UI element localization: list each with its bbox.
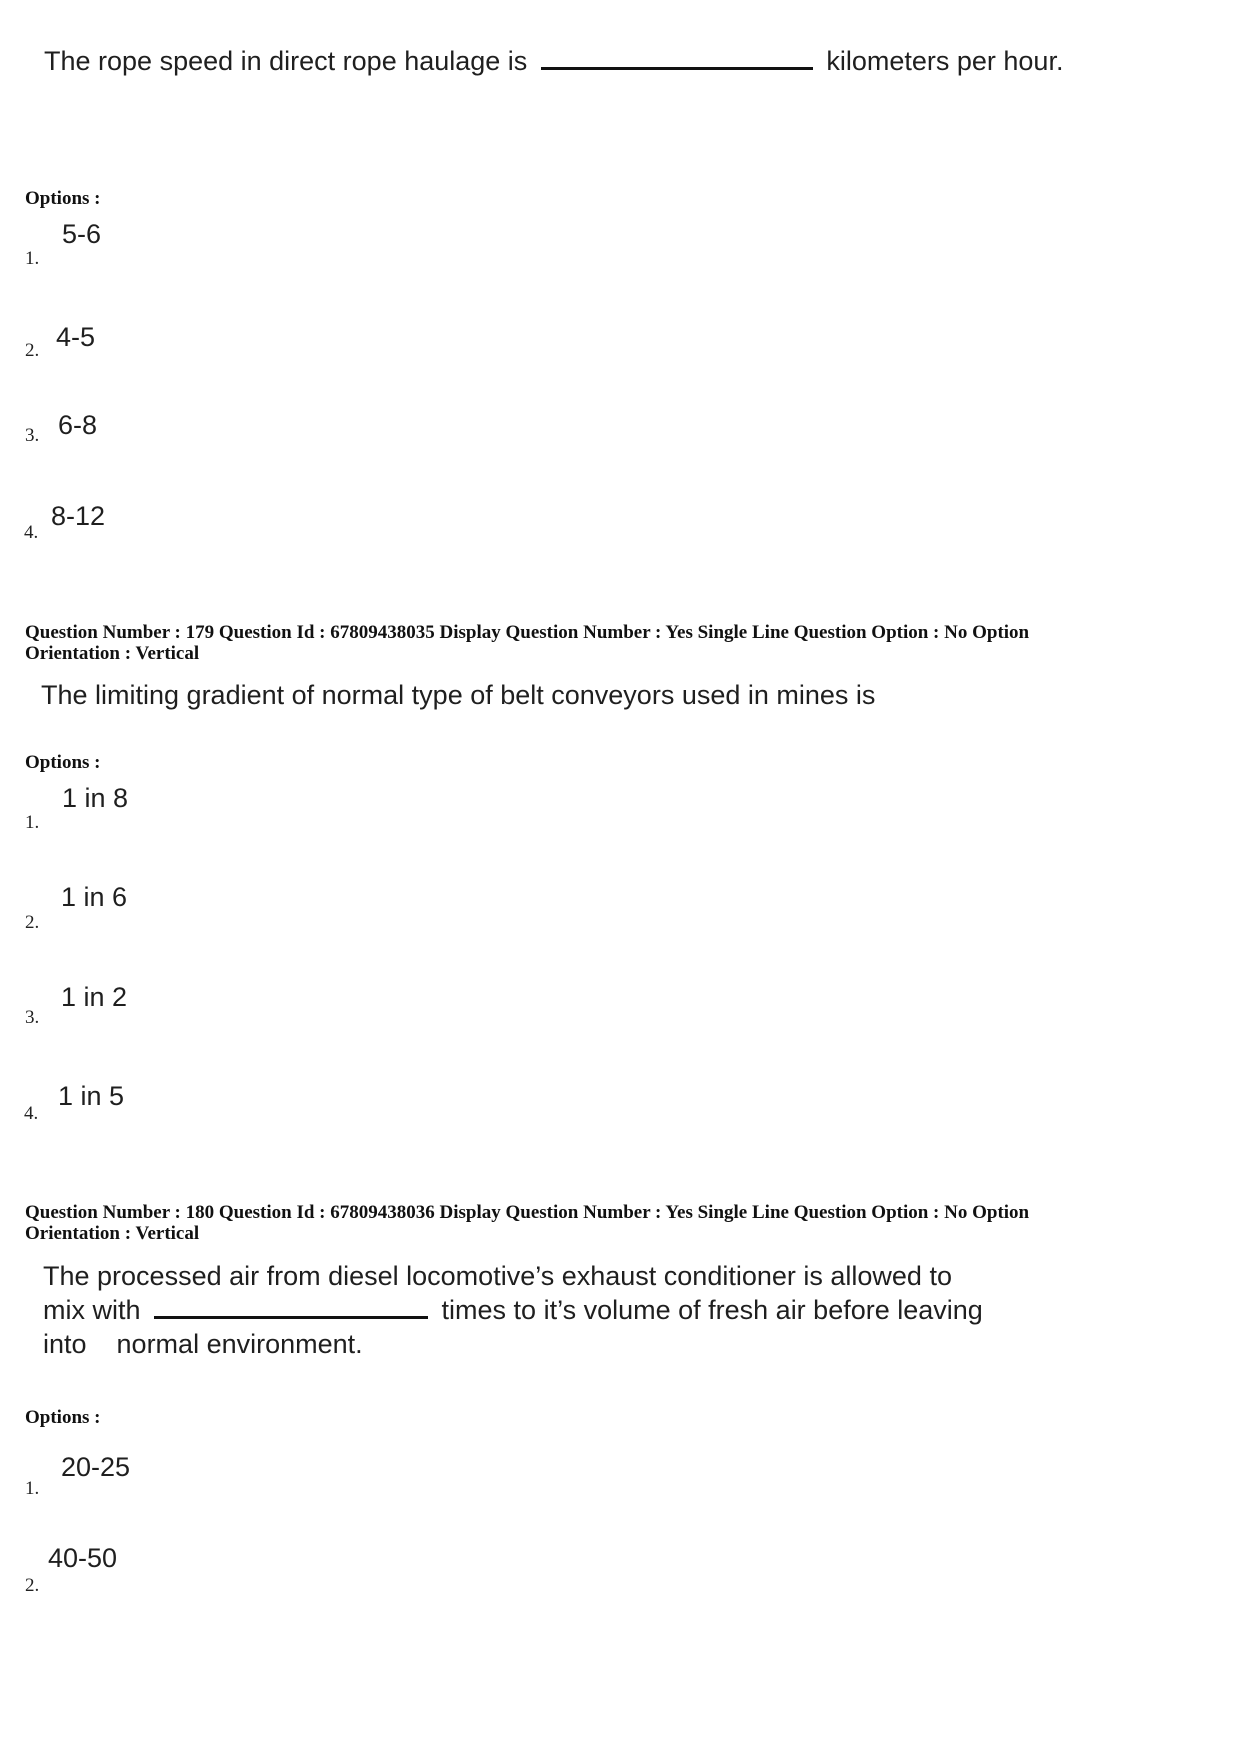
- q3-option-1-number: 1.: [25, 1478, 40, 1499]
- q2-option-4-value[interactable]: 1 in 5: [58, 1081, 125, 1111]
- q3-stem-line-2-after: times to it’s volume of fresh air before leaving: [441, 1295, 983, 1325]
- q1-options-label: Options :: [25, 188, 101, 209]
- q2-option-3-value[interactable]: 1 in 2: [61, 982, 128, 1012]
- q1-option-2-number: 2.: [25, 340, 40, 361]
- q3-stem-line-2-before: mix with: [43, 1295, 141, 1325]
- q2-option-4-number: 4.: [24, 1103, 39, 1124]
- q3-options-label: Options :: [25, 1407, 101, 1428]
- q1-stem: [44, 46, 1063, 77]
- q3-stem-line-1: The processed air from diesel locomotive’s exhaust conditioner is allowed to: [43, 1261, 952, 1291]
- q2-stem: The limiting gradient of normal type of belt conveyors used in mines is: [41, 680, 876, 710]
- q3-meta: [25, 1202, 1029, 1244]
- q1-option-4-number: 4.: [24, 522, 39, 543]
- q3-option-1-value[interactable]: 20-25: [61, 1452, 131, 1482]
- q3-meta-line-2: Orientation : Vertical: [25, 1223, 200, 1244]
- q1-option-2-value[interactable]: 4-5: [56, 322, 96, 352]
- q1-option-4-value[interactable]: 8-12: [51, 501, 106, 531]
- q2-meta-line-1: Question Number : 179 Question Id : 67809438035 Display Question Number : Yes Single Line Question Option : No Option: [25, 622, 1030, 643]
- q1-option-1-value[interactable]: 5-6: [62, 219, 102, 249]
- q3-stem-line-3: into normal environment.: [43, 1329, 363, 1359]
- q3-stem-line-2: [43, 1293, 983, 1327]
- q2-options-label: Options :: [25, 752, 101, 773]
- q1-answer-blank: [541, 66, 813, 70]
- q3-answer-blank: [154, 1315, 428, 1319]
- q2-option-2-number: 2.: [25, 912, 40, 933]
- q1-stem-before: The rope speed in direct rope haulage is: [44, 46, 528, 76]
- q1-option-3-number: 3.: [25, 425, 40, 446]
- q2-option-1-number: 1.: [25, 812, 40, 833]
- q1-stem-after: kilometers per hour.: [826, 46, 1064, 76]
- q2-option-1-value[interactable]: 1 in 8: [62, 783, 129, 813]
- q3-stem: [43, 1259, 983, 1361]
- q1-option-3-value[interactable]: 6-8: [58, 410, 98, 440]
- q3-option-2-value[interactable]: 40-50: [48, 1543, 118, 1573]
- q2-option-2-value[interactable]: 1 in 6: [61, 882, 128, 912]
- q3-option-2-number: 2.: [25, 1575, 40, 1596]
- q2-meta: [25, 622, 1029, 664]
- q1-option-1-number: 1.: [25, 248, 40, 269]
- q2-option-3-number: 3.: [25, 1007, 40, 1028]
- q2-meta-line-2: Orientation : Vertical: [25, 643, 200, 664]
- q3-meta-line-1: Question Number : 180 Question Id : 67809438036 Display Question Number : Yes Single Line Question Option : No Option: [25, 1202, 1030, 1223]
